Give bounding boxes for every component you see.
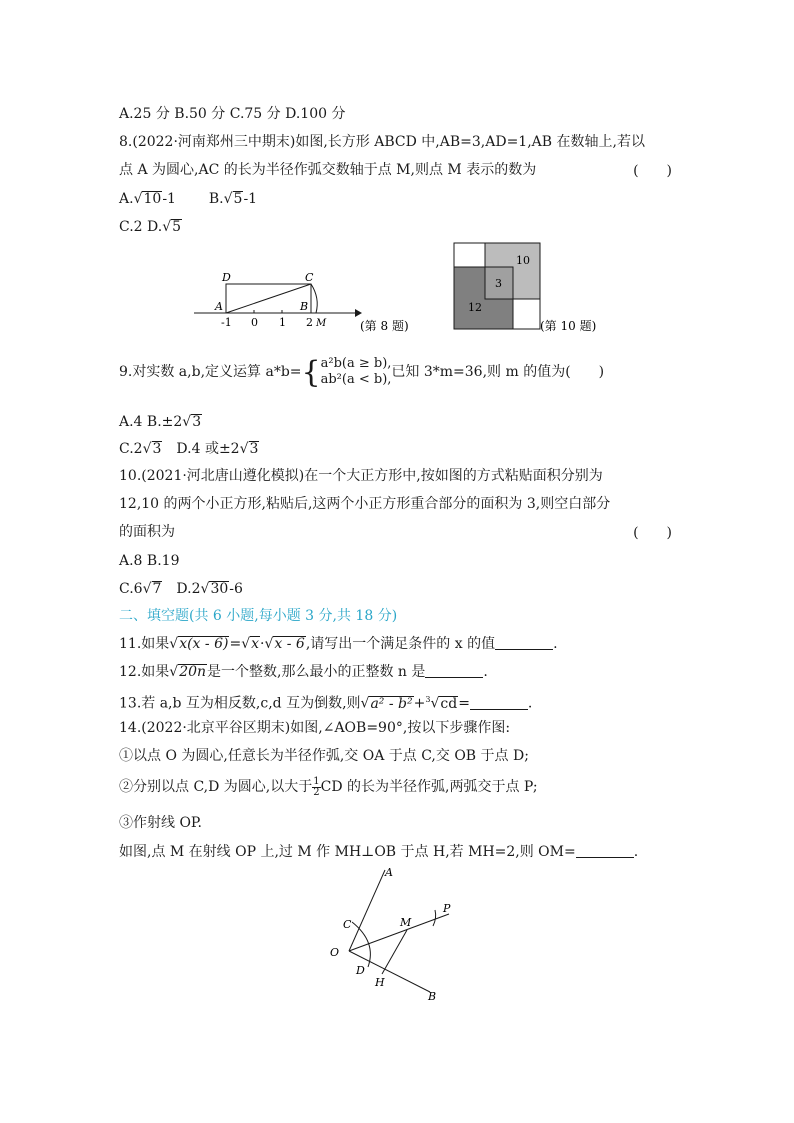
label-d: D xyxy=(356,964,365,977)
q10-options-ab: A.8 B.19 xyxy=(119,553,180,569)
q13-answer-blank[interactable] xyxy=(470,695,528,710)
label-12: 12 xyxy=(468,301,482,314)
label-h: H xyxy=(375,976,385,989)
q8-answer-paren: ( ) xyxy=(633,163,672,179)
figure-10-caption: (第 10 题) xyxy=(540,319,597,333)
q12: 12.如果√20n是一个整数,那么最小的正整数 n 是 . xyxy=(119,664,488,680)
q8-stem-2: 点 A 为圆心,AC 的长为半径作弧交数轴于点 M,则点 M 表示的数为 xyxy=(119,162,537,178)
q14-step-2: ②分别以点 C,D 为圆心,以大于 $\frac{1}{2}$ CD 的长为半径作弧,两弧交于点 P; xyxy=(119,775,538,798)
q9-options-ab: A.4 B.±2√3 xyxy=(119,414,202,430)
label-b: B xyxy=(428,990,437,1003)
tick-label: -1 xyxy=(221,316,232,329)
q10-options-cd: C.6√7 D.2√30-6 xyxy=(119,581,243,597)
label-c: C xyxy=(305,271,314,284)
figure-10 xyxy=(452,240,612,336)
axis-arrow xyxy=(355,309,362,317)
label-d: D xyxy=(222,271,231,284)
q10-stem-2: 12,10 的两个小正方形,粘贴后,这两个小正方形重合部分的面积为 3,则空白部分 xyxy=(119,496,611,512)
tick-label: 1 xyxy=(279,316,286,329)
section-2-title: 二、填空题(共 6 小题,每小题 3 分,共 18 分) xyxy=(119,608,398,624)
q11-answer-blank[interactable] xyxy=(495,635,553,650)
tick-label: 2 xyxy=(306,316,313,329)
segment-mh xyxy=(382,930,407,974)
tick-label: 0 xyxy=(251,316,258,329)
q9-stem: 9.对实数 a,b,定义运算 a*b={ a²b(a ≥ b), ab²(a < b), 已知 3*m=36,则 m 的值为( ) xyxy=(119,355,605,390)
label-10: 10 xyxy=(516,254,530,267)
q7-options: A.25 分 B.50 分 C.75 分 D.100 分 xyxy=(119,106,346,122)
figure-14 xyxy=(325,862,455,1007)
label-a: A xyxy=(385,866,393,879)
label-o: O xyxy=(330,946,340,959)
label-m: M xyxy=(316,318,327,329)
q10-stem-3: 的面积为 xyxy=(119,524,175,540)
q8-stem-1: 8.(2022·河南郑州三中期末)如图,长方形 ABCD 中,AB=3,AD=1,AB 在数轴上,若以 xyxy=(119,134,645,150)
q14-stem: 14.(2022·北京平谷区期末)如图,∠AOB=90°,按以下步骤作图: xyxy=(119,720,511,736)
q9-options-cd: C.2√3 D.4 或±2√3 xyxy=(119,441,259,457)
label-b: B xyxy=(300,300,309,313)
diagonal-ac xyxy=(226,284,311,313)
arc-cm xyxy=(311,284,317,313)
q14-final: 如图,点 M 在射线 OP 上,过 M 作 MH⊥OB 于点 H,若 MH=2,则 OM= . xyxy=(119,844,639,860)
label-p: P xyxy=(443,902,451,915)
q12-answer-blank[interactable] xyxy=(425,663,483,678)
label-m: M xyxy=(400,916,412,929)
figure-8 xyxy=(190,268,425,340)
arc-p xyxy=(433,910,436,926)
q13: 13.若 a,b 互为相反数,c,d 互为倒数,则√a² - b²+$^3$√cd= . xyxy=(119,695,533,712)
label-c: C xyxy=(343,918,352,931)
q8-options-ab: A.√10-1 B.√5-1 xyxy=(119,191,258,207)
q14-step-3: ③作射线 OP. xyxy=(119,815,202,831)
ray-op xyxy=(349,914,449,951)
label-a: A xyxy=(215,300,223,313)
q14-answer-blank[interactable] xyxy=(576,843,634,858)
figure-8-caption: (第 8 题) xyxy=(360,319,409,333)
label-3: 3 xyxy=(495,277,502,290)
q10-answer-paren: ( ) xyxy=(633,525,672,541)
q14-step-1: ①以点 O 为圆心,任意长为半径作弧,交 OA 于点 C,交 OB 于点 D; xyxy=(119,748,529,764)
q11: 11.如果√x(x - 6)=√x·√x - 6,请写出一个满足条件的 x 的值 . xyxy=(119,636,558,652)
q8-options-cd: C.2 D.√5 xyxy=(119,219,182,235)
q10-stem-1: 10.(2021·河北唐山遵化模拟)在一个大正方形中,按如图的方式粘贴面积分别为 xyxy=(119,468,603,484)
